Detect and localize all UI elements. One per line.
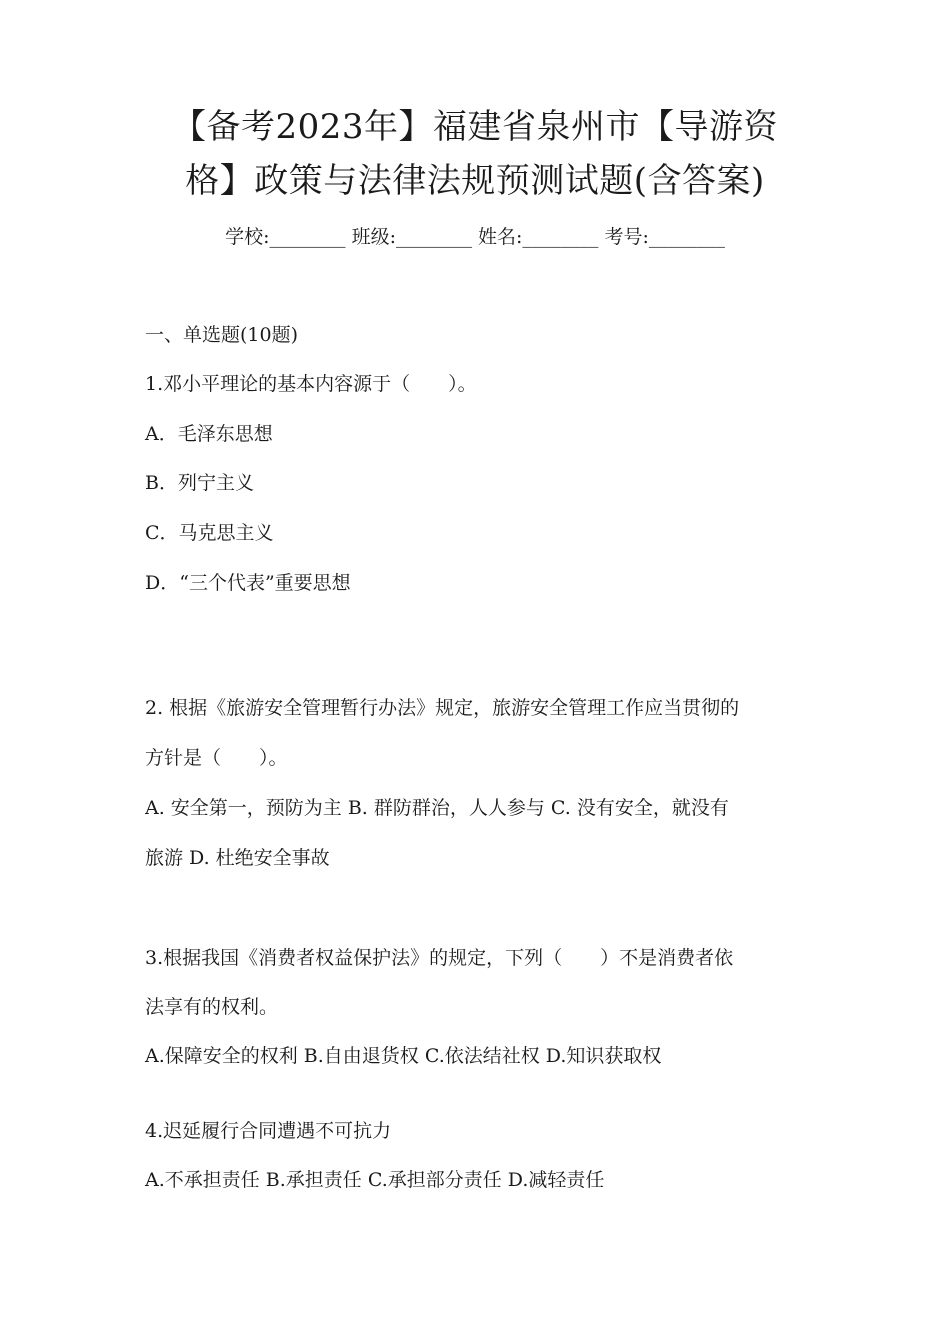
question-3-stem-line-2: 法享有的权利。 bbox=[145, 996, 279, 1018]
student-info-line: 学校:________ 班级:________ 姓名:________ 考号:________ bbox=[225, 226, 725, 248]
question-1-option-a: A．毛泽东思想 bbox=[145, 423, 273, 445]
question-1-option-d: D．“三个代表”重要思想 bbox=[145, 572, 351, 594]
question-4-stem: 4.迟延履行合同遭遇不可抗力 bbox=[145, 1120, 392, 1142]
document-title-line-1: 【备考2023年】福建省泉州市【导游资 bbox=[171, 107, 779, 147]
question-1-option-b: B．列宁主义 bbox=[145, 472, 254, 494]
question-4-options: A.不承担责任 B.承担责任 C.承担部分责任 D.减轻责任 bbox=[145, 1169, 605, 1191]
section-heading: 一、单选题(10题) bbox=[145, 324, 299, 346]
question-3-stem-line-1: 3.根据我国《消费者权益保护法》的规定，下列（ ）不是消费者依 bbox=[145, 947, 734, 969]
question-2-options-line-1: A. 安全第一，预防为主 B. 群防群治，人人参与 C. 没有安全，就没有 bbox=[145, 797, 729, 819]
document-title-line-2: 格】政策与法律法规预测试题(含答案) bbox=[185, 161, 765, 201]
question-1-stem: 1.邓小平理论的基本内容源于（ ）。 bbox=[145, 373, 477, 395]
question-2-stem-line-1: 2. 根据《旅游安全管理暂行办法》规定，旅游安全管理工作应当贯彻的 bbox=[145, 697, 740, 719]
question-2-options-line-2: 旅游 D. 杜绝安全事故 bbox=[145, 847, 330, 869]
question-2-stem-line-2: 方针是（ ）。 bbox=[145, 747, 288, 769]
question-3-options: A.保障安全的权利 B.自由退货权 C.依法结社权 D.知识获取权 bbox=[145, 1045, 662, 1067]
question-1-option-c: C．马克思主义 bbox=[145, 522, 274, 544]
